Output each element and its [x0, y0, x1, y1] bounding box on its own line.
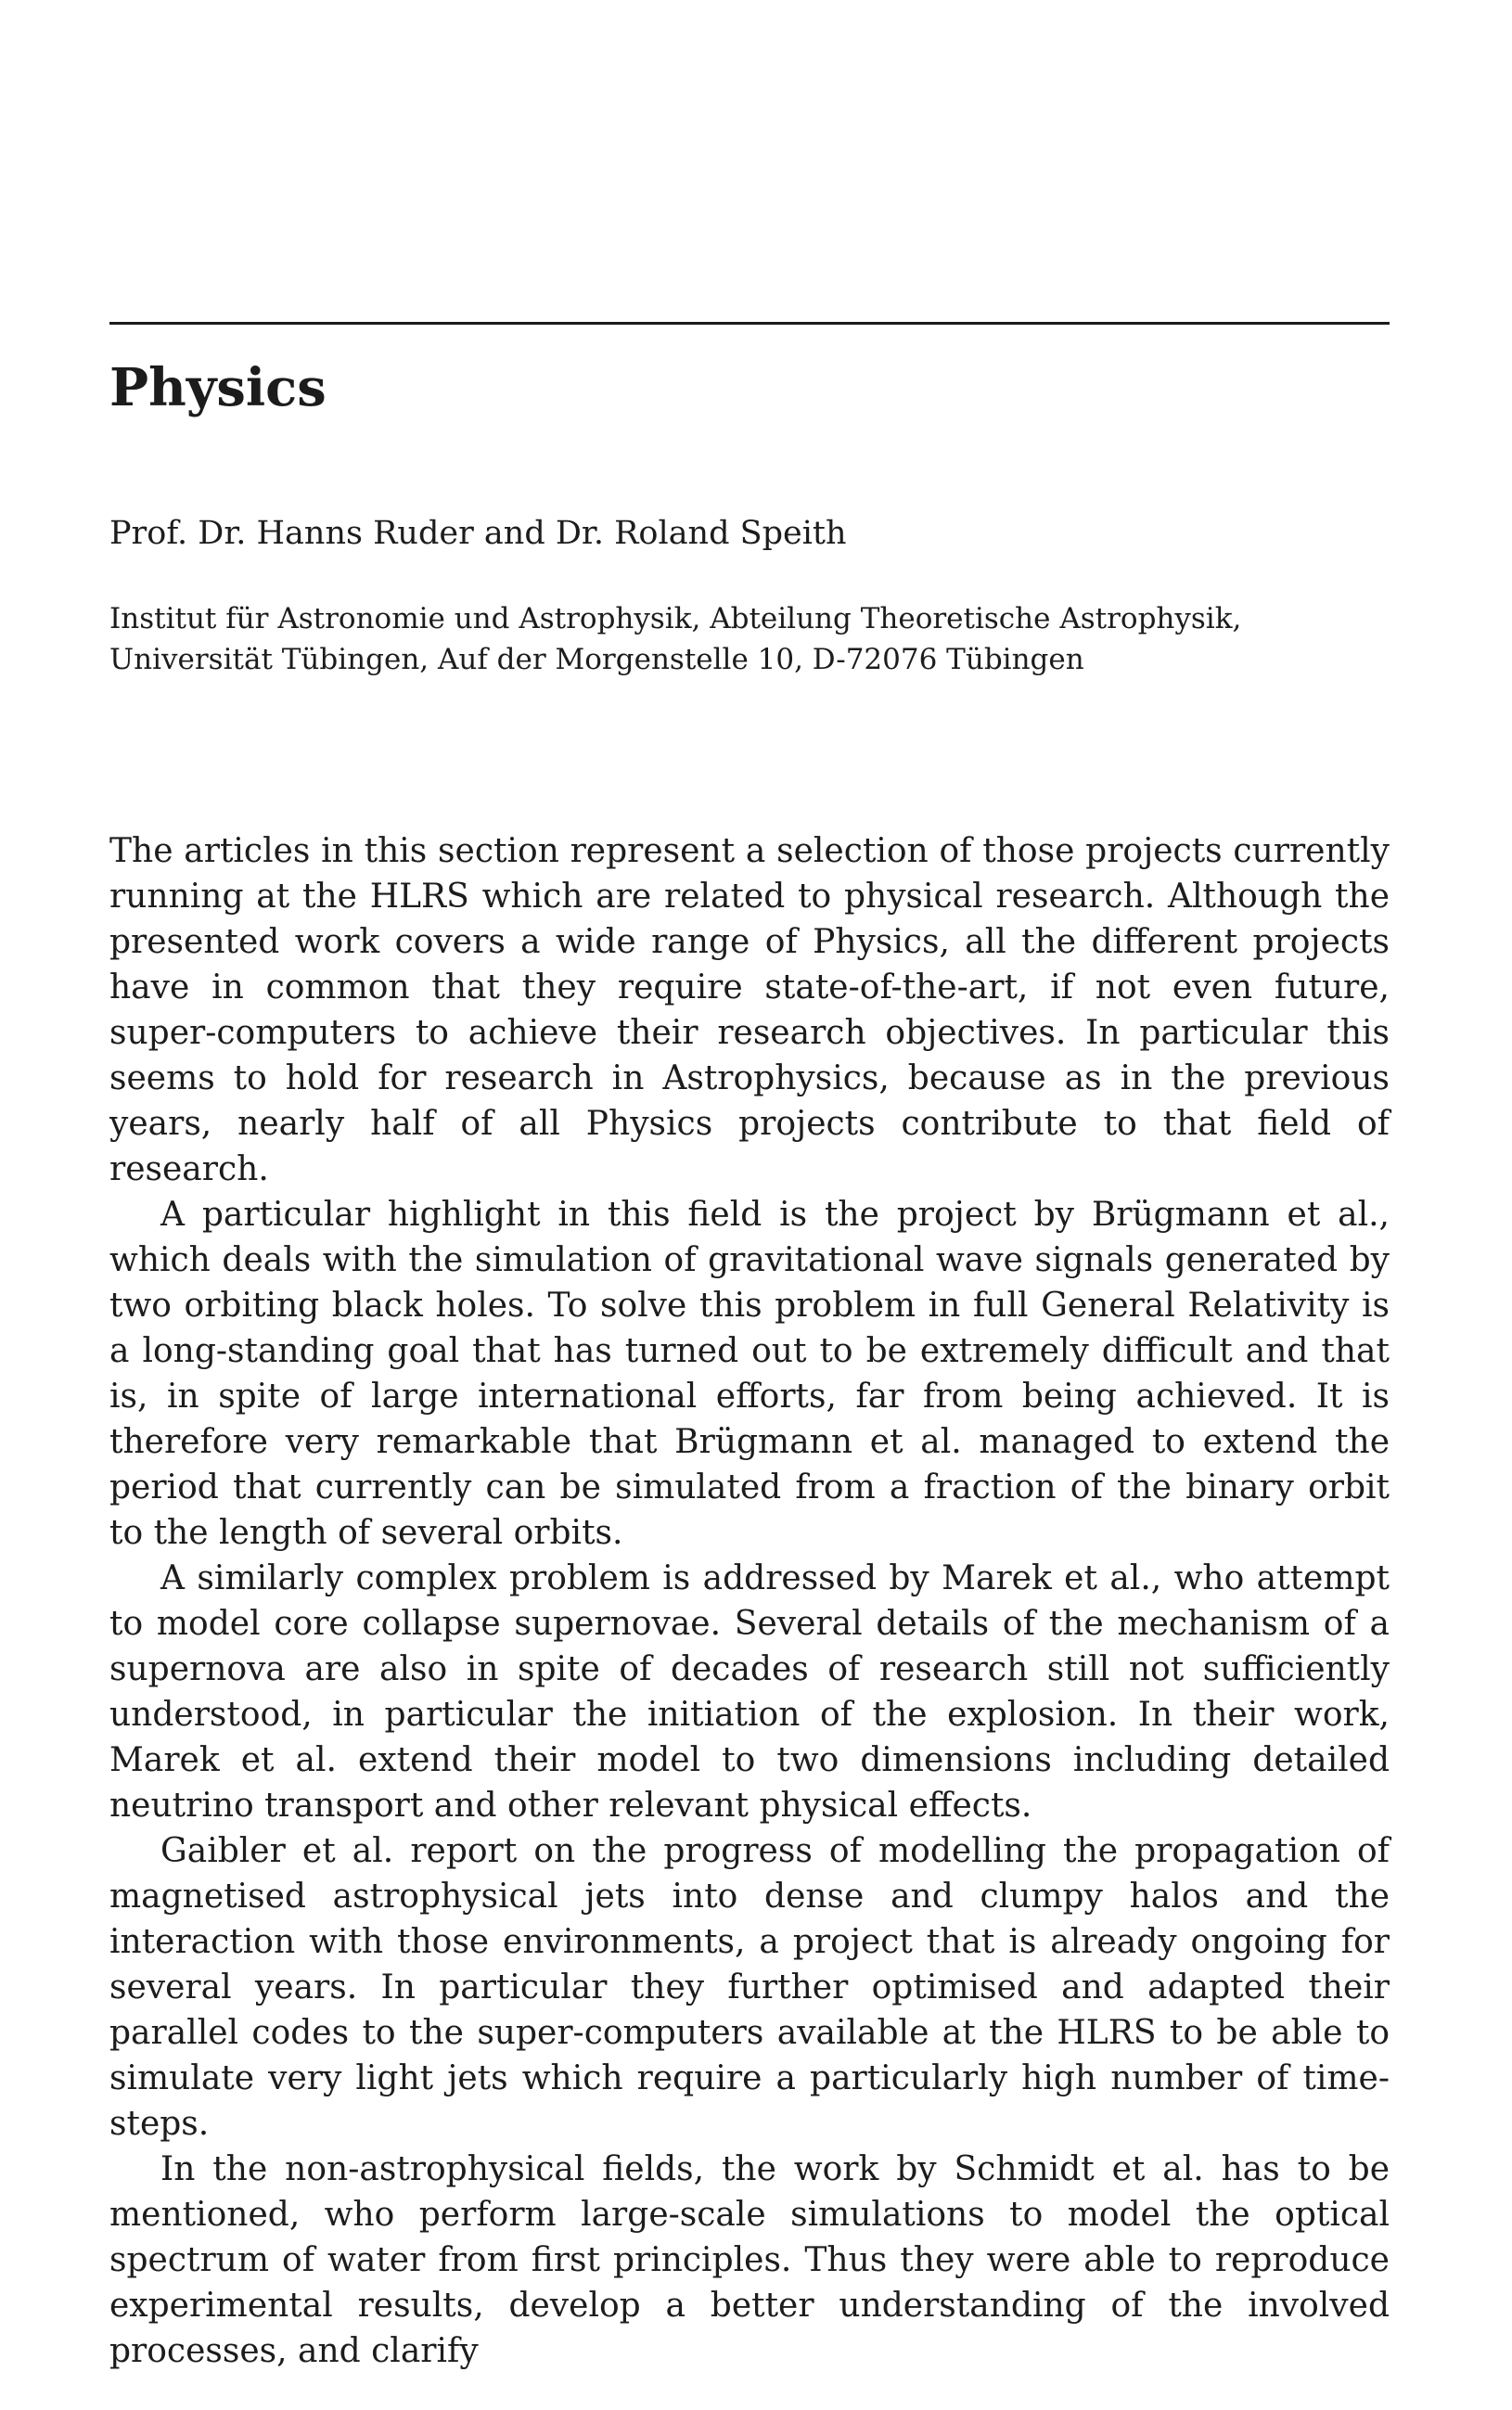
authors: Prof. Dr. Hanns Ruder and Dr. Roland Speith — [109, 515, 847, 552]
title-rule — [109, 322, 1390, 325]
paragraph: A similarly complex problem is addressed by Marek et al., who attempt to model core collapse supernovae. Several details of the mechanism of a supernova are also in spite of decades of research still not sufficiently understood, in particular the initiation of the explosion. In their work, Marek et al. extend their model to two dimensions including detailed neutrino transport and other relevant physical effects. — [109, 1559, 1390, 1825]
affiliation-line: Universität Tübingen, Auf der Morgenstelle 10, D-72076 Tübingen — [109, 643, 1084, 676]
paragraph: Gaibler et al. report on the progress of modelling the propagation of magnetised astrophysical jets into dense and clumpy halos and the interaction with those environments, a project that is already ongoing for several years. In particular they further optimised and adapted their parallel codes to the super-computers available at the HLRS to be able to simulate very light jets which require a particularly high number of time-steps. — [109, 1832, 1390, 2143]
paragraph: The articles in this section represent a selection of those projects currently running at the HLRS which are related to physical research. Although the presented work covers a wide range of Physics, all the different projects have in common that they require state-of-the-art, if not even future, super-computers to achieve their research objectives. In particular this seems to hold for research in Astrophysics, because as in the previous years, nearly half of all Physics projects contribute to that field of research. — [109, 832, 1390, 1188]
paragraph: A particular highlight in this field is the project by Brügmann et al., which deals with the simulation of gravitational wave signals generated by two orbiting black holes. To solve this problem in full General Relativity is a long-standing goal that has turned out to be extremely difficult and that is, in spite of large international efforts, far from being achieved. It is therefore very remarkable that Brügmann et al. managed to extend the period that currently can be simulated from a fraction of the binary orbit to the length of several orbits. — [109, 1196, 1390, 1552]
body-text — [109, 828, 1390, 2374]
paragraph: In the non-astrophysical fields, the work by Schmidt et al. has to be mentioned, who perform large-scale simulations to model the optical spectrum of water from first principles. Thus they were able to reproduce experimental results, develop a better understanding of the involved processes, and clarify — [109, 2150, 1390, 2370]
affiliation — [109, 598, 1399, 680]
affiliation-line: Institut für Astronomie und Astrophysik, Abteilung Theoretische Astrophysik, — [109, 602, 1242, 635]
section-title: Physics — [109, 357, 327, 418]
